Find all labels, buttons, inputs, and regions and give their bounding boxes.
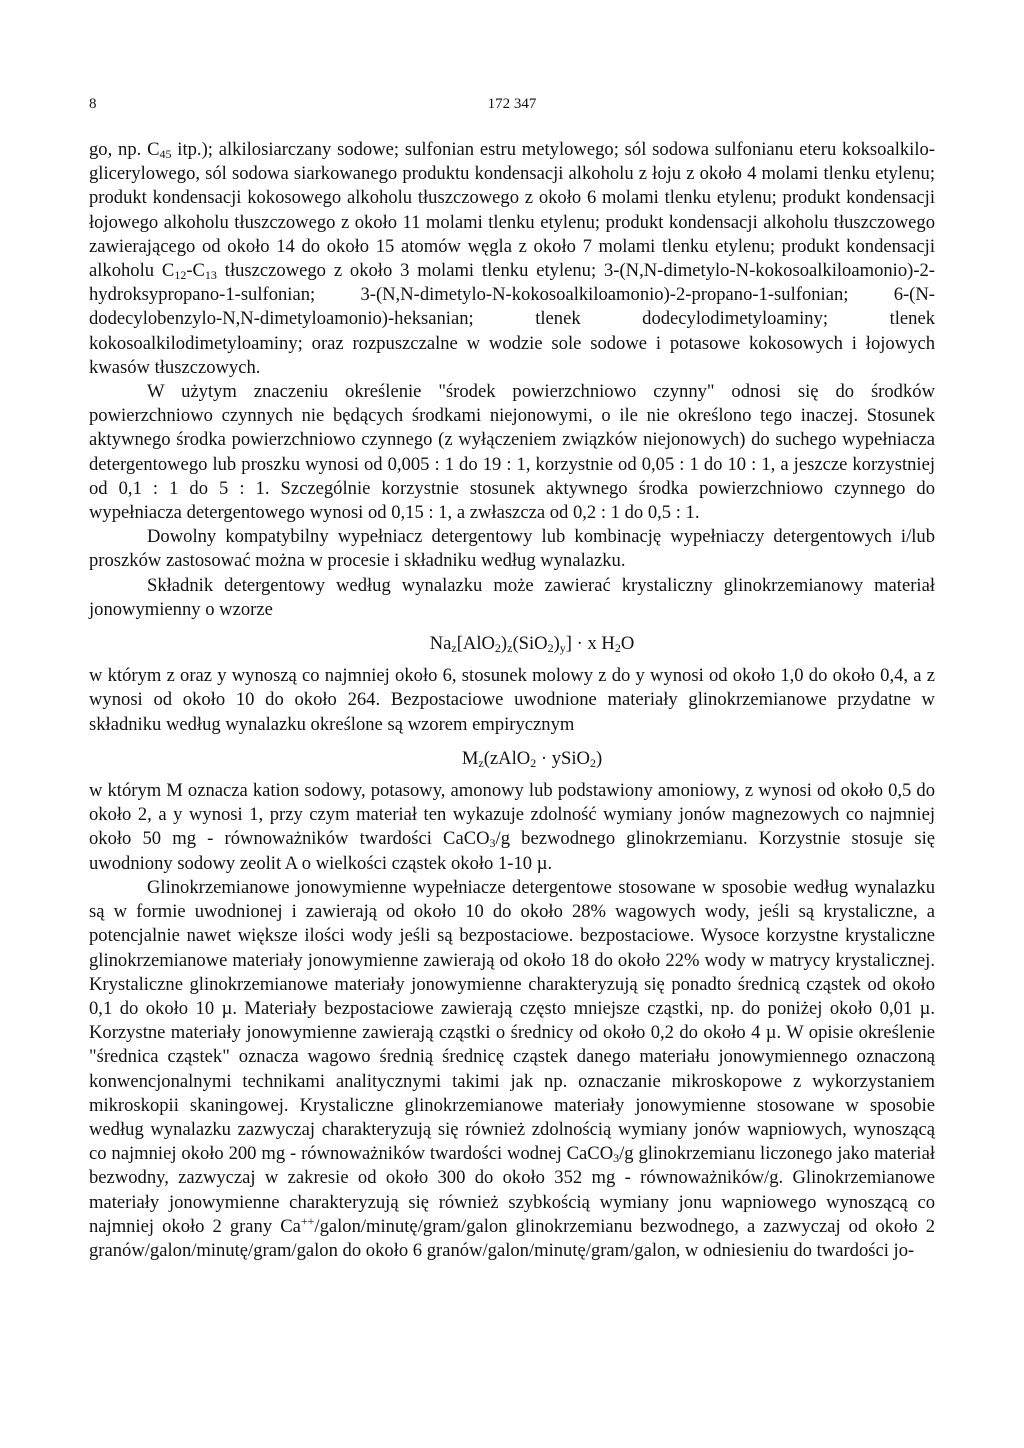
formula-part: Na xyxy=(429,633,452,655)
paragraph-formula-variables: w którym z oraz y wynoszą co najmniej około 6, stosunek molowy z do y wynosi od około 1,0 do około 0,4, a z wynosi od około 10 do około 264. Bezpostaciowe uwodnione materiały glinokrzemianowe przydatne w składniku według wynalazku określone są wzorem empirycznym xyxy=(89,665,935,735)
formula-part: O xyxy=(620,633,635,655)
paragraph-aluminosilicate-intro: Składnik detergentowy według wynalazku może zawierać krystaliczny glinokrzemianowy materiał jonowymienny o wzorze xyxy=(89,574,935,620)
formula-part: ) xyxy=(500,633,508,655)
formula-part: M xyxy=(461,747,479,769)
text-run: /galon/minutę/gram/galon glinokrzemianu bezwodnego, a zazwyczaj od około 2 granów/galon/minutę/gram/galon do około 6 granów/galon/minutę/gram/galon, w odniesieniu do twardości jo- xyxy=(89,1215,936,1261)
formula-part: (SiO xyxy=(512,633,548,655)
subscript: 45 xyxy=(159,147,172,161)
formula-part: ) xyxy=(595,747,603,769)
paragraph-ion-exchange-properties xyxy=(89,876,935,1263)
paragraph-cation-definition xyxy=(89,779,935,876)
formula-part: (zAlO xyxy=(483,747,531,769)
paragraph-surfactant-definition: W użytym znaczeniu określenie "środek powierzchniowo czynny" odnosi się do środków powierzchniowo czynnych nie będących środkami niejonowymi, o ile nie określono tego inaczej. Stosunek aktywnego środka powierzchniowo czynnego (z wyłączeniem związków niejonowych) do suchego wypełniacza detergentowego lub proszku wynosi od 0,005 : 1 do 19 : 1, korzystnie od 0,05 : 1 do 10 : 1, a jeszcze korzystniej od 0,1 : 1 do 5 : 1. Szczególnie korzystnie stosunek aktywnego środka powierzchniowo czynnego do wypełniacza detergentowego wynosi od 0,15 : 1, a zwłaszcza od 0,2 : 1 do 0,5 : 1. xyxy=(89,381,935,524)
formula-part: ) xyxy=(553,633,560,655)
text-run: go, np. C xyxy=(89,139,160,160)
document-number: 172 347 xyxy=(487,96,537,112)
subscript: 2 xyxy=(494,641,501,656)
text-run: /g bezwodnego glinokrzemianu. Korzystnie stosuje się uwodniony sodowy zeolit A o wielkości cząstek około 1-10 µ. xyxy=(89,828,935,874)
subscript: 2 xyxy=(547,641,554,656)
page-header xyxy=(89,96,935,120)
formula-part: [AlO xyxy=(456,633,495,655)
subscript: z xyxy=(451,641,457,656)
superscript: ++ xyxy=(300,1213,315,1228)
subscript: y xyxy=(559,641,566,656)
subscript: 3 xyxy=(489,836,496,851)
document-body xyxy=(89,138,935,1263)
page-number: 8 xyxy=(89,96,97,112)
subscript: 12 xyxy=(174,268,187,283)
text-run: /g glinokrzemianu liczonego jako materiał bezwodny, zazwyczaj w zakresie od około 300 do około 352 mg - równoważników/g. Glinokrzemianowe materiały jonowymienne charakteryzują się również szybkością wymiany jonu wapniowego wynoszącą co najmniej około 2 grany Ca xyxy=(89,1143,936,1237)
formula-part: · ySiO xyxy=(536,747,590,769)
subscript: 2 xyxy=(530,755,537,770)
formula-amorphous-aluminosilicate xyxy=(89,747,935,771)
subscript: 3 xyxy=(613,1151,620,1166)
paragraph-builder: Dowolny kompatybilny wypełniacz detergentowy lub kombinację wypełniaczy detergentowych i/lub proszków zastosować można w procesie i składniku według wynalazku. xyxy=(89,526,935,572)
subscript: 13 xyxy=(204,268,217,283)
subscript: 2 xyxy=(589,755,596,770)
subscript: z xyxy=(507,641,513,656)
formula-part: ] · x H xyxy=(565,633,615,655)
text-run: tłuszczowego z około 3 molami tlenku etylenu; 3-(N,N-dimetylo-N-kokosoalkiloamonio)-2-hydroksypropano-1-sulfonian; 3-(N,N-dimetylo-N-kokosoalkiloamonio)-2-propano-1-sulfonian; 6-(N-dodecylobenzylo-N,N-dimetyloamonio)-heksanian; tlenek dodecylodimetyloaminy; tlenek kokosoalkilodimetyloaminy; oraz rozpuszczalne w wodzie sole sodowe i potasowe kokosowych i łojowych kwasów tłuszczowych. xyxy=(89,260,935,378)
text-run: itp.); alkilosiarczany sodowe; sulfonian estru metylowego; sól sodowa sulfonianu eteru koksoalkilo-glicerylowego, sól sodowa siarkowanego produktu kondensacji alkoholu z łoju z około 4 molami tlenku etylenu; produkt kondensacji kokosowego alkoholu tłuszczowego z około 6 molami tlenku etylenu; produkt kondensacji łojowego alkoholu tłuszczowego z około 11 molami tlenku etylenu; produkt kondensacji alkoholu tłuszczowego zawierającego od około 14 do około 15 atomów węgla z około 7 molami tlenku etylenu; produkt kondensacji alkoholu C xyxy=(89,139,935,282)
formula-crystalline-aluminosilicate xyxy=(89,632,935,656)
text-run: -C xyxy=(186,260,205,282)
subscript: 2 xyxy=(614,641,621,656)
paragraph-surfactant-list xyxy=(89,138,935,380)
subscript: z xyxy=(478,755,484,770)
text-run: w którym M oznacza kation sodowy, potasowy, amonowy lub podstawiony amoniowy, z wynosi od około 0,5 do około 2, a y wynosi 1, przy czym materiał ten wykazuje zdolność wymiany jonów magnezowych co najmniej około 50 mg - równoważników twardości CaCO xyxy=(89,780,935,850)
text-run: Glinokrzemianowe jonowymienne wypełniacze detergentowe stosowane w sposobie według wynalazku są w formie uwodnionej i zawierają od około 10 do około 28% wagowych wody, jeśli są krystaliczne, a potencjalnie nawet większe ilości wody jeśli są bezpostaciowe. bezpostaciowe. Wysoce korzystne krystaliczne glinokrzemianowe materiały jonowymienne zawierają od około 18 do około 22% wody w matrycy krystalicznej. Krystaliczne glinokrzemianowe materiały jonowymienne charakteryzują się ponadto średnicą cząstek od około 0,1 do około 10 µ. Materiały bezpostaciowe zawierają często mniejsze cząstki, np. do poniżej około 0,01 µ. Korzystne materiały jonowymienne zawierają cząstki o średnicy od około 0,2 do około 4 µ. W opisie określenie "średnica cząstek" oznacza wagowo średnią średnicę cząstek danego materiału jonowymiennego oznaczoną konwencjonalnymi technikami analitycznymi takimi jak np. oznaczanie mikroskopowe z wykorzystaniem mikroskopii skaningowej. Krystaliczne glinokrzemianowe materiały jonowymienne stosowane w sposobie według wynalazku zazwyczaj charakteryzują się również zdolnością wymiany jonów wapniowych, wynoszącą co najmniej około 200 mg - równoważników twardości wodnej CaCO xyxy=(89,876,935,1165)
